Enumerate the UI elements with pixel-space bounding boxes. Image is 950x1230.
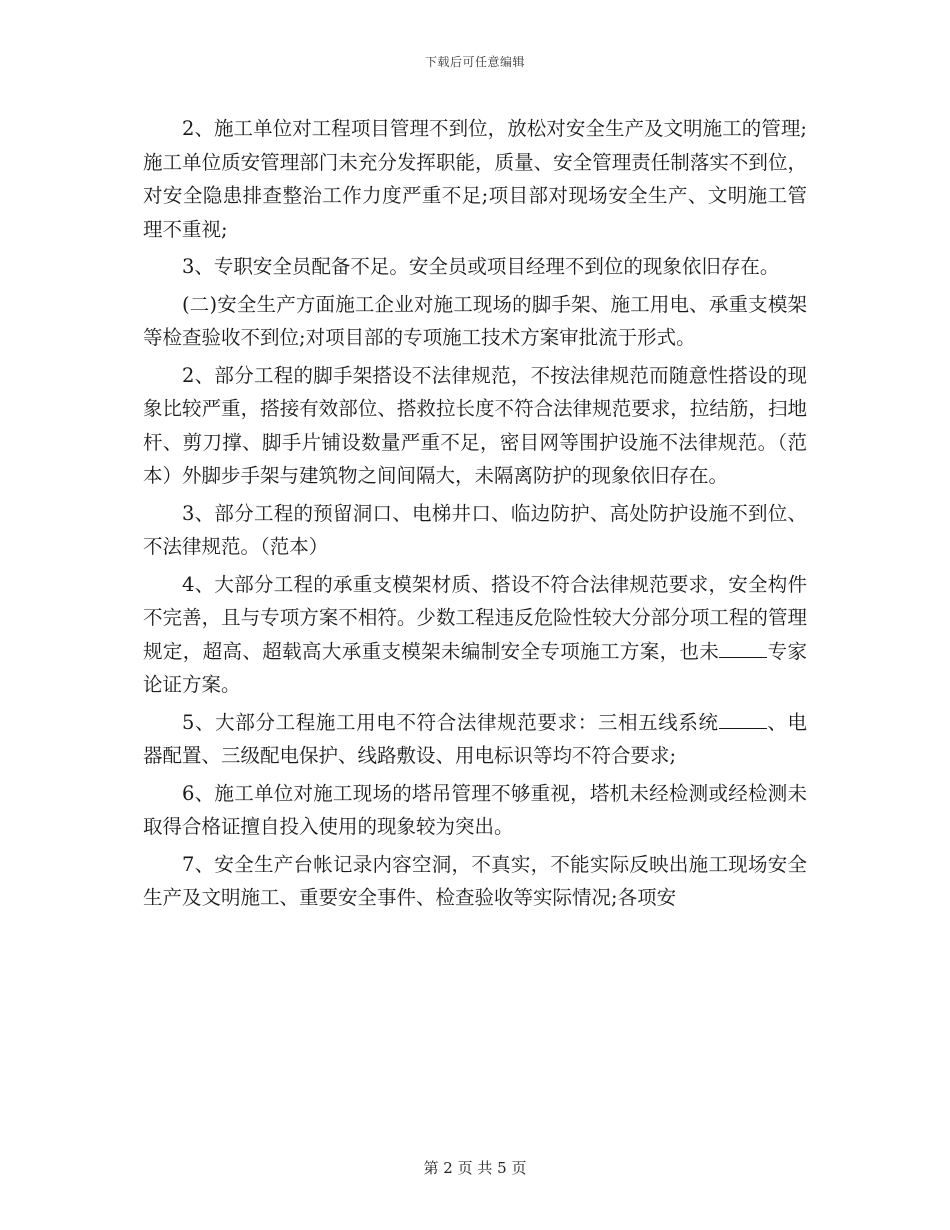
paragraph-1: 2、施工单位对工程项目管理不到位，放松对安全生产及文明施工的管理;施工单位质安管理部门未充分发挥职能，质量、安全管理责任制落实不到位，对安全隐患排查整治工作力度严重不足;项目部对现场安全生产、文明施工管理不重视; [143, 117, 807, 241]
page-footer: 第 2 页 共 5 页 [423, 1159, 527, 1177]
paragraph-6-text-before: 4、大部分工程的承重支模架材质、搭设不符合法律规范要求，安全构件不完善，且与专项方案不相符。少数工程违反危险性较大分部分项工程的管理规定，超高、超载高大承重支模架未编制安全专项施工方案，也未 [143, 572, 807, 663]
page-header: 下载后可任意编辑 [424, 55, 525, 69]
paragraph-5: 3、部分工程的预留洞口、电梯井口、临边防护、高处防护设施不到位、不法律规范。（范本） [143, 501, 807, 558]
paragraph-7-text-after: 、电器配置、三级配电保护、线路敷设、用电标识等均不符合要求; [143, 710, 807, 767]
paragraph-7-text-before: 5、大部分工程施工用电不符合法律规范要求：三相五线系统 [182, 710, 719, 734]
fill-in-blank [719, 639, 767, 658]
document-body [143, 112, 807, 919]
paragraph-6-text-after: 专家论证方案。 [143, 639, 807, 696]
paragraph-3: (二)安全生产方面施工企业对施工现场的脚手架、施工用电、承重支模架等检查验收不到位;对项目部的专项施工技术方案审批流于形式。 [143, 292, 807, 349]
paragraph-9: 7、安全生产台帐记录内容空洞，不真实，不能实际反映出施工现场安全生产及文明施工、重要安全事件、检查验收等实际情况;各项安 [143, 852, 807, 909]
paragraph-7 [143, 706, 807, 773]
paragraph-6 [143, 568, 807, 702]
fill-in-blank [719, 710, 767, 729]
paragraph-2: 3、专职安全员配备不足。安全员或项目经理不到位的现象依旧存在。 [182, 255, 780, 278]
paragraph-4: 2、部分工程的脚手架搭设不法律规范，不按法律规范而随意性搭设的现象比较严重，搭接有效部位、搭救拉长度不符合法律规范要求，拉结筋，扫地杆、剪刀撑、脚手片铺设数量严重不足，密目网等围护设施不法律规范。（范本）外脚步手架与建筑物之间间隔大，未隔离防护的现象依旧存在。 [143, 363, 807, 487]
paragraph-8: 6、施工单位对施工现场的塔吊管理不够重视，塔机未经检测或经检测未取得合格证擅自投入使用的现象较为突出。 [143, 781, 807, 838]
